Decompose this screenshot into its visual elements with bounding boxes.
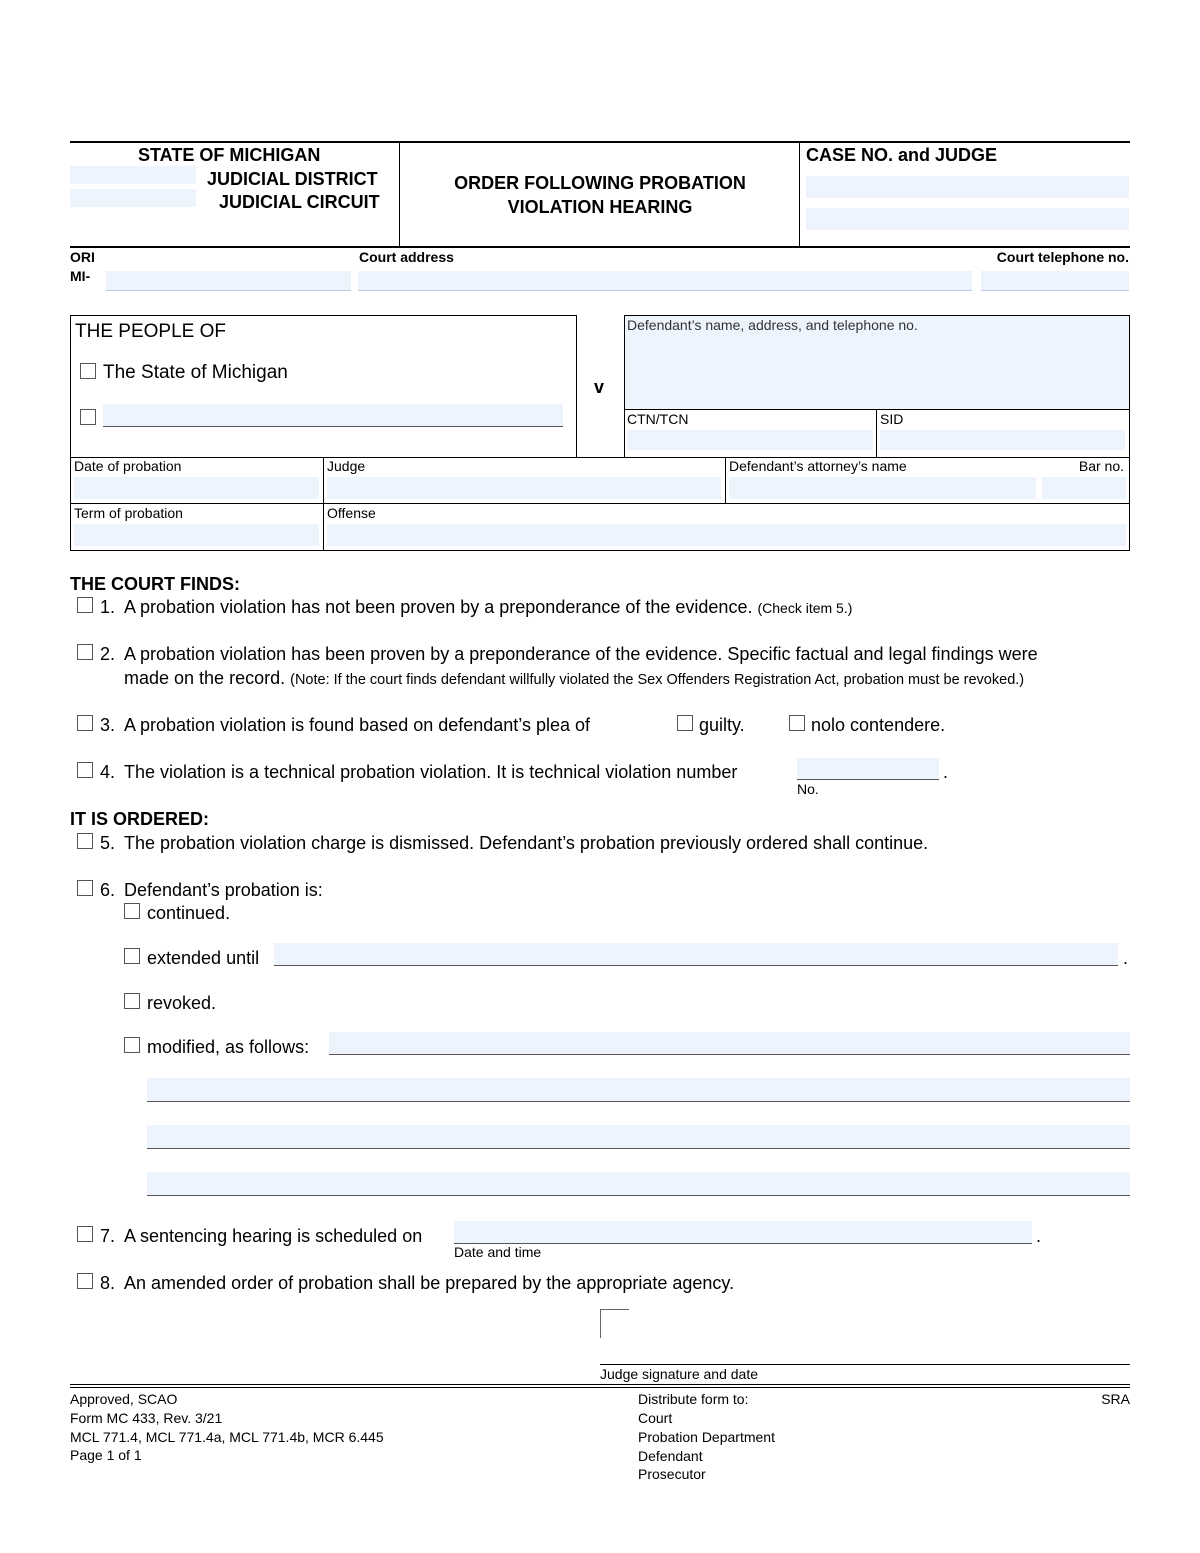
circuit-label: JUDICIAL CIRCUIT [219,192,380,212]
form-title-line1: ORDER FOLLOWING PROBATION [454,173,746,193]
case-label: CASE NO. and JUDGE [806,145,998,165]
item5-checkbox[interactable] [77,833,93,849]
item2-main: made on the record. [124,668,286,688]
judge-name-field[interactable] [327,477,721,499]
ordered-heading: IT IS ORDERED: [70,809,210,829]
item5-number: 5. [100,833,116,853]
item2-checkbox[interactable] [77,644,93,660]
item7-text: A sentencing hearing is scheduled on [124,1226,423,1246]
circuit-field[interactable] [70,189,196,207]
term-of-probation-label: Term of probation [74,505,183,521]
item1-text [124,597,852,618]
term-of-probation-field[interactable] [74,524,319,546]
signature-corner-mark [600,1309,629,1338]
header-divider-left [399,141,400,248]
item7-number: 7. [100,1226,116,1246]
sentencing-date-field[interactable] [454,1221,1032,1244]
other-plaintiff-field[interactable] [103,404,563,427]
item4-period: . [943,762,949,782]
judge-signature-field[interactable] [600,1345,1130,1363]
item2-note: (Note: If the court finds defendant willfully violated the Sex Offenders Registration Act, probation must be revoked.) [290,672,1025,688]
item1-note: (Check item 5.) [757,600,853,616]
item6-checkbox[interactable] [77,880,93,896]
distribute-label: Distribute form to: [638,1391,749,1407]
details-divider-1 [323,457,324,551]
court-address-field[interactable] [358,271,972,291]
header-bottom-rule [70,246,1130,248]
item1-main: A probation violation has not been proven by a preponderance of the evidence. [124,597,753,617]
offense-field[interactable] [327,524,1126,546]
court-phone-label: Court telephone no. [996,249,1129,265]
item2-number: 2. [100,644,116,664]
court-phone-field[interactable] [981,271,1129,291]
district-field[interactable] [70,166,196,184]
item1-checkbox[interactable] [77,597,93,613]
judge-label: Judge [327,458,366,474]
distribute-court: Court [638,1410,673,1426]
continued-checkbox[interactable] [124,903,140,919]
item4-number: 4. [100,762,116,782]
footer-rule-2 [70,1387,1130,1388]
extended-until-field[interactable] [274,943,1118,966]
continued-label: continued. [147,903,231,923]
extended-period: . [1123,948,1129,968]
state-of-michigan-checkbox[interactable] [80,363,96,379]
footer-code: SRA [1101,1391,1130,1407]
details-mid-rule [70,503,1130,504]
distribute-probation: Probation Department [638,1429,775,1445]
footer-page: Page 1 of 1 [70,1447,142,1463]
item1-number: 1. [100,597,116,617]
revoked-label: revoked. [147,993,217,1013]
details-divider-2 [725,457,726,503]
district-label: JUDICIAL DISTRICT [207,169,378,189]
guilty-checkbox[interactable] [677,715,693,731]
court-address-label: Court address [359,249,454,265]
ori-label: ORI [70,249,95,265]
form-title-line2: VIOLATION HEARING [507,197,693,217]
offense-label: Offense [327,505,376,521]
sentencing-date-sublabel: Date and time [454,1244,542,1260]
modified-field-line4[interactable] [147,1172,1130,1196]
bar-no-field[interactable] [1042,477,1126,499]
distribute-prosecutor: Prosecutor [638,1466,706,1482]
item8-text: An amended order of probation shall be prepared by the appropriate agency. [124,1273,735,1293]
item4-text: The violation is a technical probation violation. It is technical violation number [124,762,738,782]
extended-checkbox[interactable] [124,948,140,964]
case-number-field[interactable] [806,176,1129,198]
date-of-probation-field[interactable] [74,477,319,499]
court-finds-heading: THE COURT FINDS: [70,574,240,594]
item3-checkbox[interactable] [77,715,93,731]
attorney-field[interactable] [729,477,1036,499]
ctn-label: CTN/TCN [627,411,689,427]
state-of-michigan-label: The State of Michigan [103,362,288,383]
revoked-checkbox[interactable] [124,993,140,1009]
ori-field[interactable] [106,271,351,291]
item6-number: 6. [100,880,116,900]
ctn-field[interactable] [627,430,873,450]
nolo-contendere-checkbox[interactable] [789,715,805,731]
people-of-label: THE PEOPLE OF [75,321,226,342]
item6-text: Defendant’s probation is: [124,880,323,900]
extended-label: extended until [147,948,260,968]
bar-no-label: Bar no. [1078,458,1124,474]
item8-number: 8. [100,1273,116,1293]
header-divider-right [799,141,800,248]
defendant-label: Defendant’s name, address, and telephone no. [627,317,918,333]
violation-number-field[interactable] [797,758,939,780]
distribute-defendant: Defendant [638,1448,703,1464]
modified-checkbox[interactable] [124,1037,140,1053]
nolo-contendere-label: nolo contendere. [811,715,946,735]
modified-field-line3[interactable] [147,1125,1130,1149]
date-of-probation-label: Date of probation [74,458,182,474]
guilty-label: guilty. [699,715,745,735]
signature-label: Judge signature and date [600,1366,759,1382]
footer-form-number: Form MC 433, Rev. 3/21 [70,1410,223,1426]
attorney-label: Defendant’s attorney’s name [729,458,907,474]
violation-number-sublabel: No. [797,781,819,797]
versus-label: v [594,377,605,397]
item3-number: 3. [100,715,116,735]
header-top-rule [70,141,1130,143]
item3-text: A probation violation is found based on defendant’s plea of [124,715,591,735]
item7-period: . [1036,1226,1042,1246]
item2-line2 [124,668,1024,689]
details-top-rule [70,457,1130,458]
modified-field-line1[interactable] [329,1032,1130,1055]
footer-approved: Approved, SCAO [70,1391,178,1407]
item5-text: The probation violation charge is dismissed. Defendant’s probation previously ordered shall continue. [124,833,929,853]
footer-rule-1 [70,1384,1130,1385]
footer-mcl: MCL 771.4, MCL 771.4a, MCL 771.4b, MCR 6.445 [70,1429,384,1445]
item8-checkbox[interactable] [77,1273,93,1289]
signature-rule [600,1364,1130,1365]
item4-checkbox[interactable] [77,762,93,778]
other-plaintiff-checkbox[interactable] [80,409,96,425]
item7-checkbox[interactable] [77,1226,93,1242]
sid-field[interactable] [880,430,1125,450]
modified-label: modified, as follows: [147,1037,310,1057]
judge-field[interactable] [806,208,1129,230]
modified-field-line2[interactable] [147,1078,1130,1102]
state-name: STATE OF MICHIGAN [138,145,321,165]
item2-line1: A probation violation has been proven by a preponderance of the evidence. Specific factual and legal findings were [124,644,1038,664]
mi-label: MI- [70,268,91,284]
sid-label: SID [880,411,904,427]
